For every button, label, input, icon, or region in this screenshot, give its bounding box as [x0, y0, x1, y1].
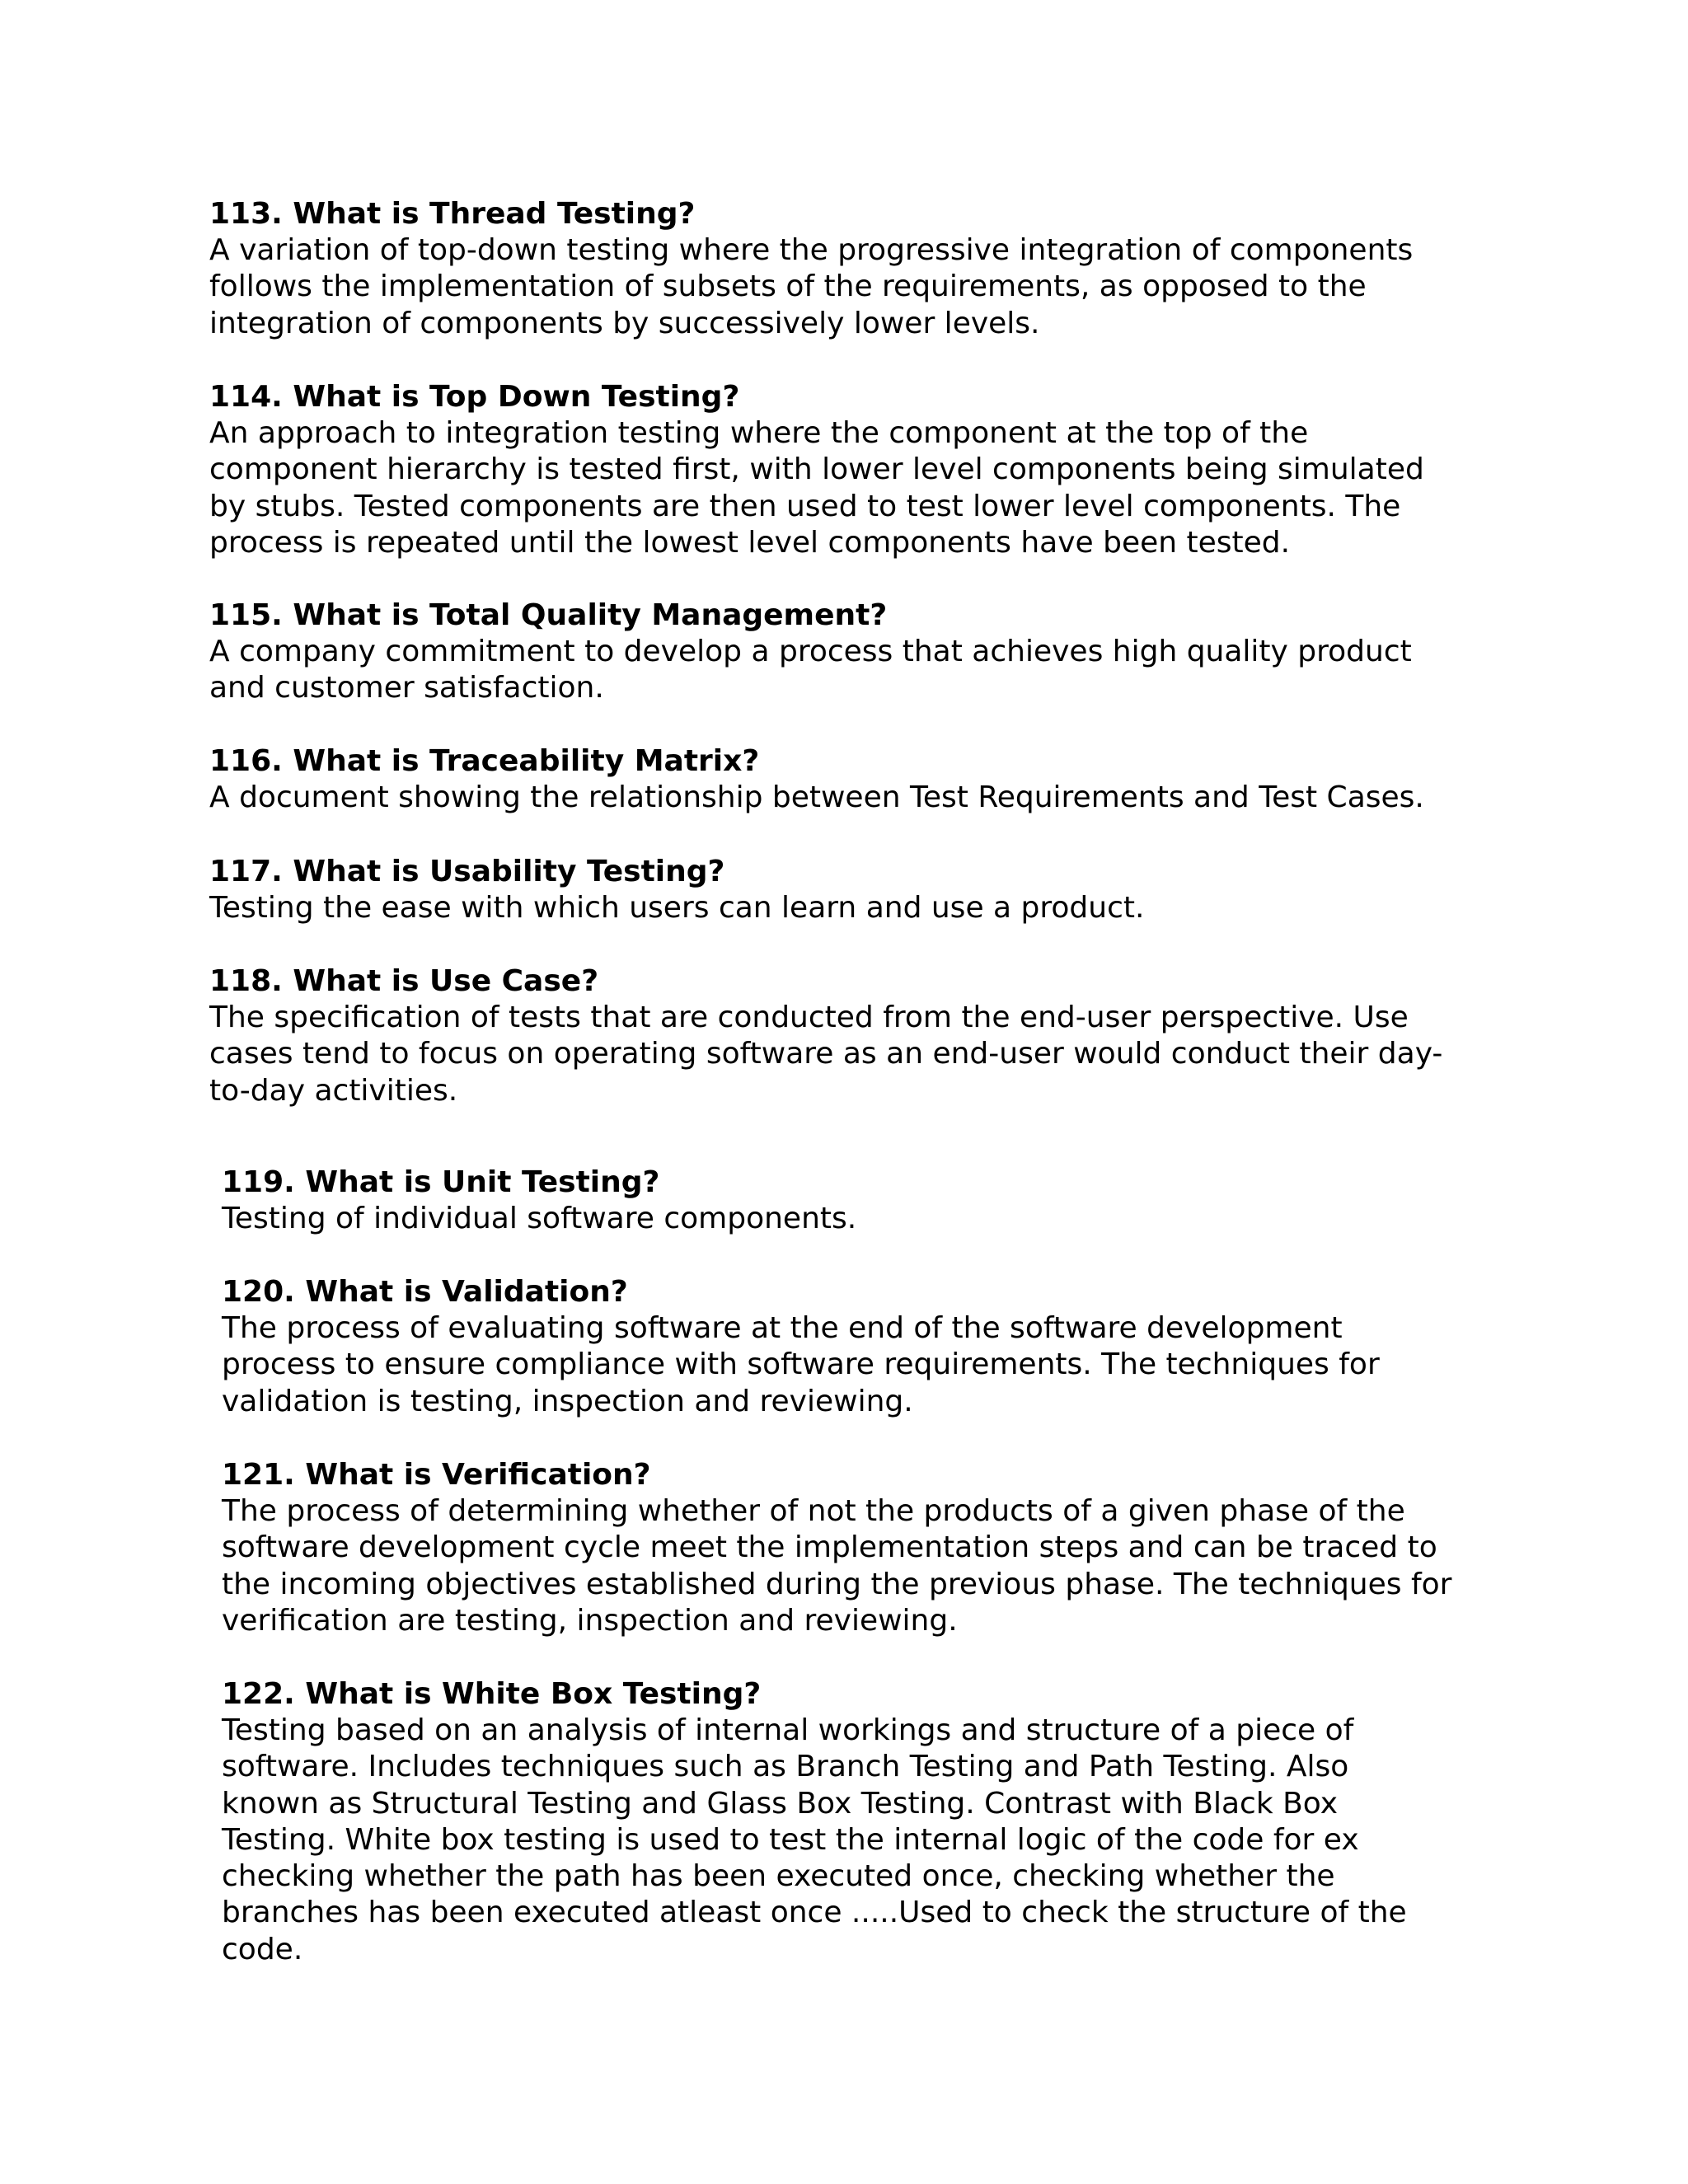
answer-line: follows the implementation of subsets of the requirements, as opposed to the	[209, 269, 1367, 304]
answer-line: verification are testing, inspection and reviewing.	[222, 1603, 958, 1638]
answer-line: The process of evaluating software at the end of the software development	[222, 1311, 1343, 1345]
answer-text	[222, 1201, 1573, 1237]
answer-line: process is repeated until the lowest level components have been tested.	[209, 525, 1291, 560]
answer-line: by stubs. Tested components are then used to test lower level components. The	[209, 489, 1401, 523]
question-heading: 113. What is Thread Testing?	[209, 197, 696, 231]
question-heading: 118. What is Use Case?	[209, 964, 599, 998]
qa-entry-113	[209, 196, 1561, 342]
answer-line: Testing of individual software components.	[222, 1202, 857, 1235]
answer-text	[209, 232, 1561, 342]
answer-line: process to ensure compliance with software requirements. The techniques for	[222, 1347, 1380, 1382]
qa-entry-119	[222, 1165, 1573, 1237]
question-heading: 115. What is Total Quality Management?	[209, 598, 888, 632]
answer-text	[209, 1000, 1561, 1109]
answer-line: An approach to integration testing where the component at the top of the	[209, 416, 1309, 450]
answer-text	[209, 634, 1561, 707]
answer-line: A document showing the relationship between Test Requirements and Test Cases.	[209, 780, 1424, 814]
answer-line: checking whether the path has been executed once, checking whether the	[222, 1859, 1335, 1894]
answer-line: The specification of tests that are conducted from the end-user perspective. Use	[209, 1001, 1409, 1034]
qa-entry-114	[209, 379, 1561, 561]
answer-text	[209, 890, 1561, 926]
answer-line: software. Includes techniques such as Branch Testing and Path Testing. Also	[222, 1750, 1349, 1784]
answer-line: known as Structural Testing and Glass Box Testing. Contrast with Black Box	[222, 1786, 1339, 1821]
answer-text	[222, 1713, 1573, 1968]
qa-entry-115	[209, 598, 1561, 707]
answer-line: A company commitment to develop a process that achieves high quality product	[209, 635, 1412, 668]
question-heading: 119. What is Unit Testing?	[222, 1165, 660, 1199]
qa-entry-122	[222, 1676, 1573, 1968]
qa-entry-121	[222, 1457, 1573, 1639]
answer-line: to-day activities.	[209, 1073, 458, 1108]
qa-entry-117	[209, 854, 1561, 926]
answer-line: Testing based on an analysis of internal workings and structure of a piece of	[222, 1713, 1354, 1747]
question-heading: 114. What is Top Down Testing?	[209, 380, 740, 414]
qa-entry-116	[209, 743, 1561, 816]
question-heading: 117. What is Usability Testing?	[209, 855, 725, 888]
answer-line: software development cycle meet the implementation steps and can be traced to	[222, 1530, 1437, 1565]
question-heading: 116. What is Traceability Matrix?	[209, 744, 760, 778]
answer-line: The process of determining whether of not the products of a given phase of the	[222, 1494, 1405, 1528]
answer-text	[209, 415, 1561, 561]
qa-entry-120	[222, 1274, 1573, 1420]
answer-line: A variation of top-down testing where the progressive integration of components	[209, 233, 1414, 267]
question-heading: 120. What is Validation?	[222, 1275, 628, 1309]
question-heading: 121. What is Verification?	[222, 1458, 651, 1492]
qa-entry-118	[209, 963, 1561, 1109]
answer-line: component hierarchy is tested first, with lower level components being simulated	[209, 452, 1424, 487]
answer-line: branches has been executed atleast once .....Used to check the structure of the	[222, 1896, 1407, 1930]
answer-line: the incoming objectives established during the previous phase. The techniques for	[222, 1567, 1452, 1601]
answer-line: validation is testing, inspection and reviewing.	[222, 1384, 913, 1418]
answer-text	[209, 780, 1561, 816]
answer-text	[222, 1493, 1573, 1639]
answer-line: and customer satisfaction.	[209, 671, 604, 705]
answer-line: integration of components by successively lower levels.	[209, 306, 1040, 340]
question-heading: 122. What is White Box Testing?	[222, 1677, 762, 1711]
answer-line: Testing the ease with which users can learn and use a product.	[209, 891, 1145, 925]
answer-text	[222, 1310, 1573, 1420]
answer-line: code.	[222, 1932, 303, 1966]
answer-line: Testing. White box testing is used to test the internal logic of the code for ex	[222, 1822, 1359, 1857]
answer-line: cases tend to focus on operating software as an end-user would conduct their day-	[209, 1037, 1443, 1071]
